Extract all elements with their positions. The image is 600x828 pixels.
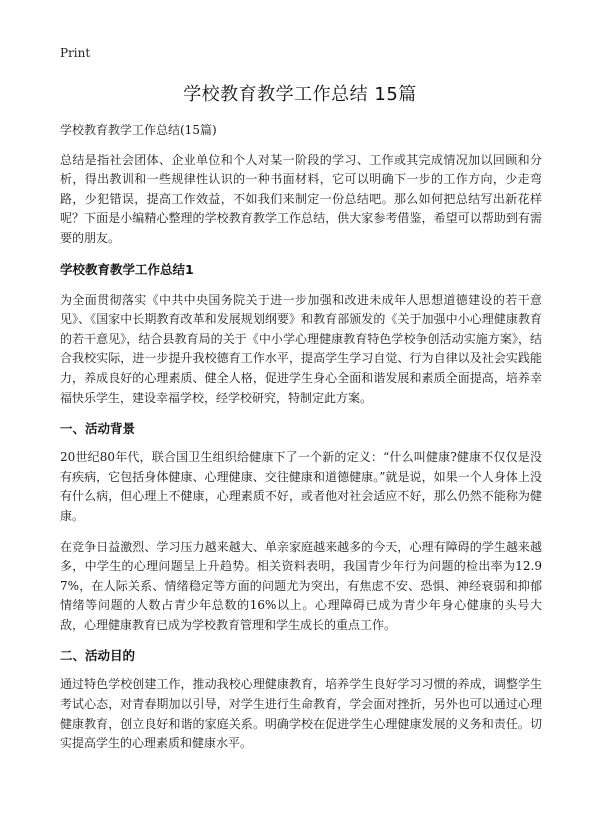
page-title: 学校教育教学工作总结 15篇: [183, 84, 417, 105]
background-paragraph-1: 20世纪80年代，联合国卫生组织给健康下了一个新的定义：“什么叫健康?健康不仅仅是没有疾病，它包括身体健康、心理健康、交往健康和道德健康。”就是说，如果一个人身体上没有什么病，但心理上不健康，心理素质不好，或者他对社会适应不好，那么仍然不能称为健康。: [60, 450, 542, 523]
section-heading-summary-1: 学校教育教学工作总结1: [60, 261, 194, 277]
section-heading-purpose: 二、活动目的: [60, 648, 136, 664]
section-heading-background: 一、活动背景: [60, 421, 136, 437]
document-body: [60, 121, 542, 765]
document-subtitle: 学校教育教学工作总结(15篇): [60, 123, 217, 137]
purpose-paragraph: 通过特色学校创建工作，推动我校心理健康教育，培养学生良好学习习惯的养成，调整学生考试心态，对青春期加以引导，对学生进行生命教育，学会面对挫折，另外也可以通过心理健康教育，创立良好和谐的家庭关系。明确学校在促进学生心理健康发展的义务和责任。切实提高学生的心理素质和健康水平。: [60, 677, 542, 751]
print-link[interactable]: Print: [60, 46, 91, 60]
section1-paragraph: 为全面贯彻落实《中共中央国务院关于进一步加强和改进未成年人思想道德建设的若干意见》、《国家中长期教育改革和发展规划纲要》和教育部颁发的《关于加强中小心理健康教育的若干意见》，结合县教育局的关于《中小学心理健康教育特色学校争创活动实施方案》，结合我校实际，进一步提升我校德育工作水平，提高学生学习自觉、行为自律以及社会实践能力，养成良好的心理素质、健全人格，促进学生身心全面和谐发展和素质全面提高，培养幸福快乐学生，建设幸福学校，经学校研究，特制定此方案。: [60, 292, 542, 405]
background-paragraph-2: 在竞争日益激烈、学习压力越来越大、单亲家庭越来越多的今天，心理有障碍的学生越来越多，中学生的心理问题呈上升趋势。相关资料表明，我国青少年行为问题的检出率为12.97%，在人际关系、情绪稳定等方面的问题尤为突出，有焦虑不安、恐惧、神经衰弱和抑郁情绪等问题的人数占青少年总数的16%以上。心理障碍已成为青少年身心健康的头号大敌，心理健康教育已成为学校教育管理和学生成长的重点工作。: [60, 539, 542, 632]
intro-paragraph: 总结是指社会团体、企业单位和个人对某一阶段的学习、工作或其完成情况加以回顾和分析，得出教训和一些规律性认识的一种书面材料，它可以明确下一步的工作方向，少走弯路，少犯错误，提高工作效益，不如我们来制定一份总结吧。那么如何把总结写出新花样呢？下面是小编精心整理的学校教育教学工作总结，供大家参考借鉴，希望可以帮助到有需要的朋友。: [60, 152, 542, 245]
